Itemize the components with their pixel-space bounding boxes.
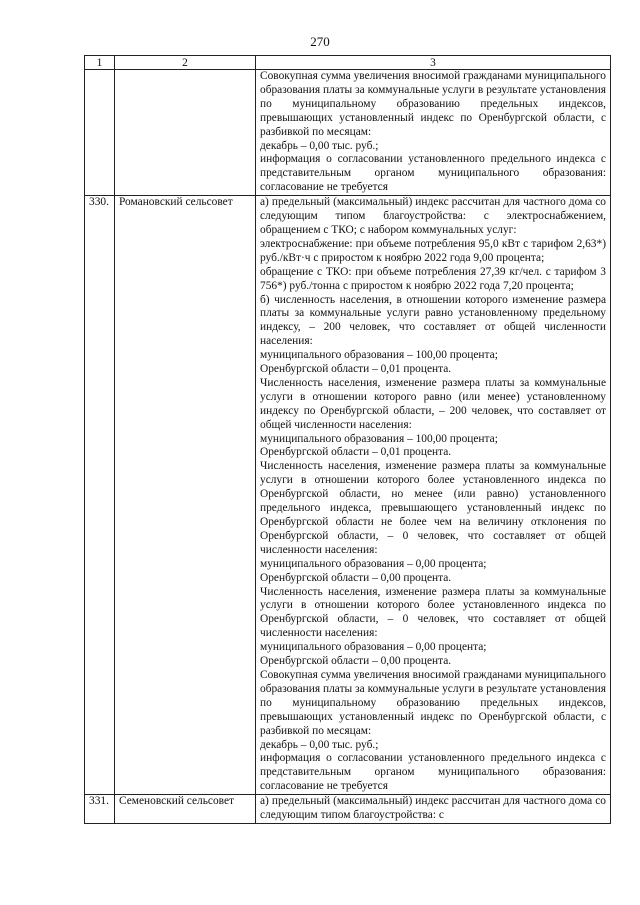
paragraph: Численность населения, изменение размера платы за коммунальные услуги в отношении которого более установленного индекса по Оренбургской области, но менее (или равно) установленного предельного индекса, превышающего установленный индекс по Оренбургской области не более чем на величину отклонения по Оренбургской области, – 0 человек, что составляет от общей численности населения: (260, 460, 606, 556)
row-number: 331. (85, 795, 115, 824)
paragraph: Оренбургской области – 0,00 процента. (260, 655, 452, 668)
row-number (85, 70, 115, 196)
table-header-row (85, 56, 611, 70)
table-row (85, 795, 611, 824)
paragraph: муниципального образования – 100,00 процента; (260, 349, 498, 362)
page-number: 270 (310, 34, 330, 49)
row-description (256, 795, 611, 824)
table-row (85, 70, 611, 196)
paragraph: Совокупная сумма увеличения вносимой гражданами муниципального образования платы за коммунальные услуги в результате установления по муниципальному образованию предельных индексов, превышающих установленный индекс по Оренбургской области, с разбивкой по месяцам: (260, 70, 606, 138)
paragraph: Оренбургской области – 0,00 процента. (260, 571, 452, 584)
paragraph: информация о согласовании установленного предельного индекса с представительным органом муниципального образования: согласование не требуется (260, 752, 606, 793)
paragraph: а) предельный (максимальный) индекс рассчитан для частного дома со следующим типом благоустройства: с электроснабжением, обращением с ТКО; с набором коммунальных услуг: (260, 196, 606, 236)
paragraph: обращение с ТКО: при объеме потребления 27,39 кг/чел. с тарифом 3 756*) руб./тонна с приростом к ноябрю 2022 года 7,20 процента; (260, 265, 606, 292)
column-header-1: 1 (85, 56, 115, 70)
paragraph: Оренбургской области – 0,01 процента. (260, 446, 452, 459)
municipality-name: Семеновский сельсовет (115, 795, 256, 824)
paragraph: Численность населения, изменение размера платы за коммунальные услуги в отношении которого более установленного индекса по Оренбургской области, – 0 человек, что составляет от общей численности населения: (260, 585, 606, 640)
paragraph: Численность населения, изменение размера платы за коммунальные услуги в отношении которого равно (или менее) установленному индексу по Оренбургской области, – 200 человек, что составляет от общей численности населения: (260, 376, 606, 431)
paragraph: Оренбургской области – 0,01 процента. (260, 363, 452, 376)
paragraph: муниципального образования – 0,00 процента; (260, 557, 487, 570)
paragraph: Совокупная сумма увеличения вносимой гражданами муниципального образования платы за коммунальные услуги в результате установления по муниципальному образованию предельных индексов, превышающих установленный индекс по Оренбургской области, с разбивкой по месяцам: (260, 668, 606, 737)
paragraph: а) предельный (максимальный) индекс рассчитан для частного дома со следующим типом благоустройства: с (260, 795, 606, 822)
row-description (256, 196, 611, 795)
paragraph: декабрь – 0,00 тыс. руб.; (260, 139, 379, 152)
data-table (84, 55, 611, 824)
municipality-name: Романовский сельсовет (115, 196, 256, 795)
paragraph: электроснабжение: при объеме потребления 95,0 кВт с тарифом 2,63*) руб./кВт·ч с приростом к ноябрю 2022 года 9,00 процента; (260, 237, 606, 264)
paragraph: декабрь – 0,00 тыс. руб.; (260, 738, 379, 751)
municipality-name (115, 70, 256, 196)
table-row (85, 196, 611, 795)
paragraph: информация о согласовании установленного предельного индекса с представительным органом муниципального образования: согласование не требуется (260, 153, 606, 194)
paragraph: б) численность населения, в отношении которого изменение размера платы за коммунальные услуги равно установленному предельному индексу, – 200 человек, что составляет от общей численности населения: (260, 293, 606, 348)
row-description (256, 70, 611, 196)
column-header-2: 2 (115, 56, 256, 70)
paragraph: муниципального образования – 0,00 процента; (260, 641, 487, 654)
column-header-3: 3 (256, 56, 611, 70)
row-number: 330. (85, 196, 115, 795)
paragraph: муниципального образования – 100,00 процента; (260, 432, 498, 445)
